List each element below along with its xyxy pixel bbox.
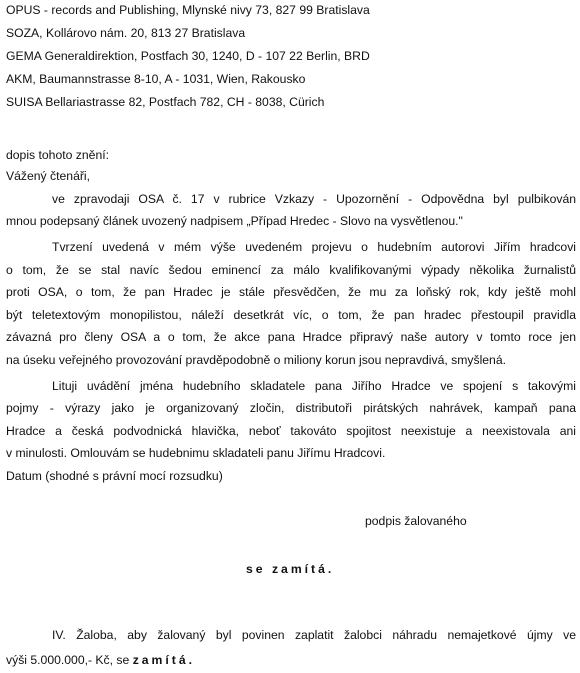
paragraph-2-line-5: závazná pro členy OSA a o tom, že akce pana Hradce připravý naše autory v tomto roce jen [6, 330, 576, 344]
letter-intro: dopis tohoto znění: [6, 148, 109, 162]
paragraph-1-line-1: ve zpravodaji OSA č. 17 v rubrice Vzkazy - Upozornění - Odpovědna byl pulbikován [52, 192, 576, 206]
address-opus: OPUS - records and Publishing, Mlynské nivy 73, 827 99 Bratislava [6, 3, 370, 17]
section-iv-amount: výši 5.000.000,- Kč, se [6, 653, 130, 667]
paragraph-2-line-3: proti OSA, o tom, že pan Hradec je stále přesvědčen, že mu za loňský rok, kdy ještě mohl [6, 285, 576, 299]
section-iv-line-2 [6, 653, 195, 667]
address-soza: SOZA, Kollárovo nám. 20, 813 27 Bratislava [6, 26, 246, 40]
paragraph-2-line-6: na úseku veřejného provozování pravděpodobně o miliony korun jsou nepravdivá, smyšlená. [6, 353, 506, 367]
signature-label: podpis žalovaného [365, 514, 467, 528]
address-akm: AKM, Baumannstrasse 8-10, A - 1031, Wien, Rakousko [6, 72, 306, 86]
address-gema: GEMA Generaldirektion, Postfach 30, 1240, D - 107 22 Berlin, BRD [6, 49, 370, 63]
letter-salutation: Vážený čtenáři, [6, 169, 91, 183]
paragraph-3-line-4: v minulosti. Omlouvám se hudebnimu skladateli panu Jiřímu Hradcovi. [6, 446, 386, 460]
section-iv-verdict: zamítá. [132, 653, 196, 667]
paragraph-3-line-2: pojmy - výrazy jako je organizovaný zločin, distributoři pirátských nahrávek, kampaň pana [6, 401, 576, 415]
date-line: Datum (shodné s právní mocí rozsudku) [6, 469, 223, 483]
paragraph-3-line-3: Hradce a česká podvodnická hlavička, neboť takováto spojitost neexistuje a neexistovala ani [6, 424, 576, 438]
verdict-text: se zamítá. [246, 562, 335, 576]
paragraph-2-line-2: o tom, že se stal navíc šedou eminencí za málo kvalifikovanými výpady několika žurnalistů [6, 263, 576, 277]
address-suisa: SUISA Bellariastrasse 82, Postfach 782, CH - 8038, Cürich [6, 95, 325, 109]
section-iv-line-1: IV. Žaloba, aby žalovaný byl povinen zaplatit žalobci náhradu nemajetkové újmy ve [52, 628, 576, 642]
paragraph-3-line-1: Lituji uvádění jména hudebního skladatele pana Jiřího Hradce ve spojení s takovými [52, 379, 576, 393]
paragraph-1-line-2: mnou podepsaný článek uvozený nadpisem „Případ Hredec - Slovo na vysvětlenou." [6, 214, 463, 228]
paragraph-2-line-4: být teletextovým monopilistou, náleží desetkrát víc, o tom, že pan hradec přestoupil pravidla [6, 308, 576, 322]
paragraph-2-line-1: Tvrzení uvedená v mém výše uvedeném projevu o hudebním autorovi Jiřím hradcovi [52, 240, 576, 254]
